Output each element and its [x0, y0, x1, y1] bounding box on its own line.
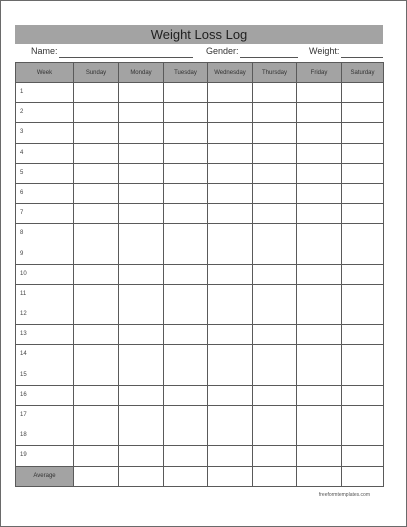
week-number: 7	[20, 210, 24, 217]
entry-cell-saturday[interactable]	[342, 325, 384, 345]
entry-cell-sunday[interactable]	[74, 163, 119, 183]
week-number: 17	[20, 412, 27, 419]
entry-cell-monday[interactable]	[119, 183, 164, 203]
week-cell[interactable]	[16, 143, 74, 163]
table-row	[16, 83, 384, 103]
week-number: 2	[20, 109, 24, 116]
entry-cell-wednesday[interactable]	[208, 224, 253, 264]
entry-cell-wednesday[interactable]	[208, 204, 253, 224]
name-field[interactable]	[59, 57, 193, 58]
table-row	[16, 264, 384, 284]
entry-cell-friday[interactable]	[297, 83, 342, 103]
entry-cell-sunday[interactable]	[74, 284, 119, 324]
week-number: 5	[20, 169, 24, 176]
column-header-monday: Monday	[119, 63, 164, 83]
entry-cell-tuesday[interactable]	[164, 163, 208, 183]
entry-cell-tuesday[interactable]	[164, 224, 208, 264]
entry-cell-friday[interactable]	[297, 204, 342, 224]
entry-cell-saturday[interactable]	[342, 406, 384, 446]
week-number: 10	[20, 270, 27, 277]
entry-cell-thursday[interactable]	[253, 385, 297, 405]
entry-cell-sunday[interactable]	[74, 264, 119, 284]
week-cell[interactable]	[16, 224, 74, 264]
entry-cell-tuesday[interactable]	[164, 103, 208, 123]
entry-cell-wednesday[interactable]	[208, 123, 253, 143]
table-row	[16, 163, 384, 183]
table-row	[16, 325, 384, 345]
entry-cell-friday[interactable]	[297, 163, 342, 183]
average-cell-thursday[interactable]	[253, 466, 297, 486]
table-row	[16, 385, 384, 405]
entry-cell-tuesday[interactable]	[164, 406, 208, 446]
entry-cell-monday[interactable]	[119, 325, 164, 345]
entry-cell-saturday[interactable]	[342, 345, 384, 385]
entry-cell-tuesday[interactable]	[164, 83, 208, 103]
entry-cell-sunday[interactable]	[74, 183, 119, 203]
entry-cell-saturday[interactable]	[342, 224, 384, 264]
entry-cell-wednesday[interactable]	[208, 103, 253, 123]
average-row	[16, 466, 384, 486]
entry-cell-tuesday[interactable]	[164, 325, 208, 345]
week-number: 15	[20, 371, 27, 378]
entry-cell-monday[interactable]	[119, 446, 164, 466]
week-number: 6	[20, 189, 24, 196]
entry-cell-friday[interactable]	[297, 446, 342, 466]
entry-cell-monday[interactable]	[119, 103, 164, 123]
week-cell[interactable]	[16, 103, 74, 123]
week-number: 3	[20, 129, 24, 136]
entry-cell-saturday[interactable]	[342, 83, 384, 103]
week-number: 14	[20, 351, 27, 358]
entry-cell-thursday[interactable]	[253, 264, 297, 284]
week-number: 8	[20, 230, 24, 237]
week-cell[interactable]	[16, 325, 74, 345]
week-number: 19	[20, 452, 27, 459]
entry-cell-saturday[interactable]	[342, 446, 384, 466]
entry-cell-sunday[interactable]	[74, 345, 119, 385]
entry-cell-wednesday[interactable]	[208, 183, 253, 203]
week-cell[interactable]	[16, 446, 74, 466]
entry-cell-monday[interactable]	[119, 204, 164, 224]
entry-cell-saturday[interactable]	[342, 264, 384, 284]
entry-cell-tuesday[interactable]	[164, 284, 208, 324]
entry-cell-thursday[interactable]	[253, 204, 297, 224]
column-header-week: Week	[16, 63, 74, 83]
entry-cell-wednesday[interactable]	[208, 325, 253, 345]
entry-cell-monday[interactable]	[119, 406, 164, 446]
entry-cell-saturday[interactable]	[342, 204, 384, 224]
entry-cell-sunday[interactable]	[74, 325, 119, 345]
column-header-tuesday: Tuesday	[164, 63, 208, 83]
entry-cell-monday[interactable]	[119, 83, 164, 103]
entry-cell-sunday[interactable]	[74, 103, 119, 123]
entry-cell-thursday[interactable]	[253, 325, 297, 345]
table-row	[16, 345, 384, 385]
week-cell[interactable]	[16, 83, 74, 103]
table-row	[16, 406, 384, 446]
entry-cell-wednesday[interactable]	[208, 163, 253, 183]
week-cell[interactable]	[16, 264, 74, 284]
week-number: 1	[20, 89, 24, 95]
week-cell[interactable]	[16, 284, 74, 324]
entry-cell-monday[interactable]	[119, 143, 164, 163]
entry-cell-saturday[interactable]	[342, 123, 384, 143]
average-cell-sunday[interactable]	[74, 466, 119, 486]
week-cell[interactable]	[16, 123, 74, 143]
entry-cell-tuesday[interactable]	[164, 204, 208, 224]
entry-cell-wednesday[interactable]	[208, 264, 253, 284]
average-cell-saturday[interactable]	[342, 466, 384, 486]
entry-cell-sunday[interactable]	[74, 385, 119, 405]
entry-cell-wednesday[interactable]	[208, 446, 253, 466]
entry-cell-friday[interactable]	[297, 406, 342, 446]
entry-cell-monday[interactable]	[119, 224, 164, 264]
entry-cell-thursday[interactable]	[253, 284, 297, 324]
entry-cell-friday[interactable]	[297, 284, 342, 324]
table-row	[16, 103, 384, 123]
week-number: 18	[20, 432, 27, 439]
entry-cell-sunday[interactable]	[74, 123, 119, 143]
entry-cell-saturday[interactable]	[342, 143, 384, 163]
entry-cell-saturday[interactable]	[342, 183, 384, 203]
entry-cell-wednesday[interactable]	[208, 385, 253, 405]
entry-cell-saturday[interactable]	[342, 163, 384, 183]
entry-cell-saturday[interactable]	[342, 385, 384, 405]
week-cell[interactable]	[16, 204, 74, 224]
entry-cell-thursday[interactable]	[253, 183, 297, 203]
week-cell[interactable]	[16, 183, 74, 203]
entry-cell-thursday[interactable]	[253, 446, 297, 466]
entry-cell-thursday[interactable]	[253, 83, 297, 103]
entry-cell-monday[interactable]	[119, 385, 164, 405]
entry-cell-saturday[interactable]	[342, 103, 384, 123]
weight-label: Weight:	[309, 46, 340, 56]
entry-cell-monday[interactable]	[119, 284, 164, 324]
entry-cell-friday[interactable]	[297, 325, 342, 345]
header-row	[16, 63, 384, 83]
weight-field[interactable]	[341, 57, 383, 58]
entry-cell-tuesday[interactable]	[164, 345, 208, 385]
entry-cell-tuesday[interactable]	[164, 385, 208, 405]
entry-cell-sunday[interactable]	[74, 204, 119, 224]
entry-cell-thursday[interactable]	[253, 406, 297, 446]
average-cell-tuesday[interactable]	[164, 466, 208, 486]
week-number: 13	[20, 331, 27, 338]
entry-cell-thursday[interactable]	[253, 224, 297, 264]
week-number: 12	[20, 311, 27, 318]
entry-cell-sunday[interactable]	[74, 446, 119, 466]
entry-cell-friday[interactable]	[297, 385, 342, 405]
entry-cell-friday[interactable]	[297, 345, 342, 385]
entry-cell-tuesday[interactable]	[164, 123, 208, 143]
entry-cell-friday[interactable]	[297, 123, 342, 143]
name-label: Name:	[31, 46, 58, 56]
entry-cell-thursday[interactable]	[253, 123, 297, 143]
entry-cell-thursday[interactable]	[253, 103, 297, 123]
entry-cell-tuesday[interactable]	[164, 183, 208, 203]
week-number: 4	[20, 149, 24, 156]
entry-cell-thursday[interactable]	[253, 163, 297, 183]
entry-cell-wednesday[interactable]	[208, 284, 253, 324]
entry-cell-friday[interactable]	[297, 224, 342, 264]
entry-cell-monday[interactable]	[119, 264, 164, 284]
average-cell-friday[interactable]	[297, 466, 342, 486]
table-row	[16, 446, 384, 466]
entry-cell-sunday[interactable]	[74, 406, 119, 446]
info-row	[15, 45, 383, 59]
footer-text: freeformtemplates.com	[318, 492, 370, 498]
week-cell[interactable]	[16, 385, 74, 405]
table-row	[16, 204, 384, 224]
table-row	[16, 224, 384, 264]
table-row	[16, 284, 384, 324]
entry-cell-monday[interactable]	[119, 163, 164, 183]
entry-cell-sunday[interactable]	[74, 143, 119, 163]
entry-cell-tuesday[interactable]	[164, 446, 208, 466]
week-number: 16	[20, 391, 27, 398]
column-header-sunday: Sunday	[74, 63, 119, 83]
page-title: Weight Loss Log	[15, 25, 383, 44]
week-cell[interactable]	[16, 406, 74, 446]
table-row	[16, 123, 384, 143]
average-cell-monday[interactable]	[119, 466, 164, 486]
week-cell[interactable]	[16, 345, 74, 385]
entry-cell-friday[interactable]	[297, 264, 342, 284]
entry-cell-tuesday[interactable]	[164, 143, 208, 163]
gender-label: Gender:	[206, 46, 239, 56]
week-number: 9	[20, 250, 24, 257]
entry-cell-wednesday[interactable]	[208, 143, 253, 163]
entry-cell-tuesday[interactable]	[164, 264, 208, 284]
week-cell[interactable]	[16, 163, 74, 183]
gender-field[interactable]	[240, 57, 298, 58]
entry-cell-saturday[interactable]	[342, 284, 384, 324]
column-header-wednesday: Wednesday	[208, 63, 253, 83]
column-header-friday: Friday	[297, 63, 342, 83]
entry-cell-friday[interactable]	[297, 103, 342, 123]
table-row	[16, 183, 384, 203]
average-label: Average	[16, 466, 74, 486]
weight-log-table	[15, 62, 384, 487]
entry-cell-sunday[interactable]	[74, 224, 119, 264]
entry-cell-monday[interactable]	[119, 345, 164, 385]
entry-cell-wednesday[interactable]	[208, 406, 253, 446]
entry-cell-thursday[interactable]	[253, 143, 297, 163]
table-row	[16, 143, 384, 163]
week-number: 11	[20, 290, 27, 297]
entry-cell-wednesday[interactable]	[208, 83, 253, 103]
entry-cell-wednesday[interactable]	[208, 345, 253, 385]
entry-cell-friday[interactable]	[297, 183, 342, 203]
entry-cell-sunday[interactable]	[74, 83, 119, 103]
column-header-saturday: Saturday	[342, 63, 384, 83]
entry-cell-friday[interactable]	[297, 143, 342, 163]
entry-cell-thursday[interactable]	[253, 345, 297, 385]
entry-cell-monday[interactable]	[119, 123, 164, 143]
column-header-thursday: Thursday	[253, 63, 297, 83]
average-cell-wednesday[interactable]	[208, 466, 253, 486]
